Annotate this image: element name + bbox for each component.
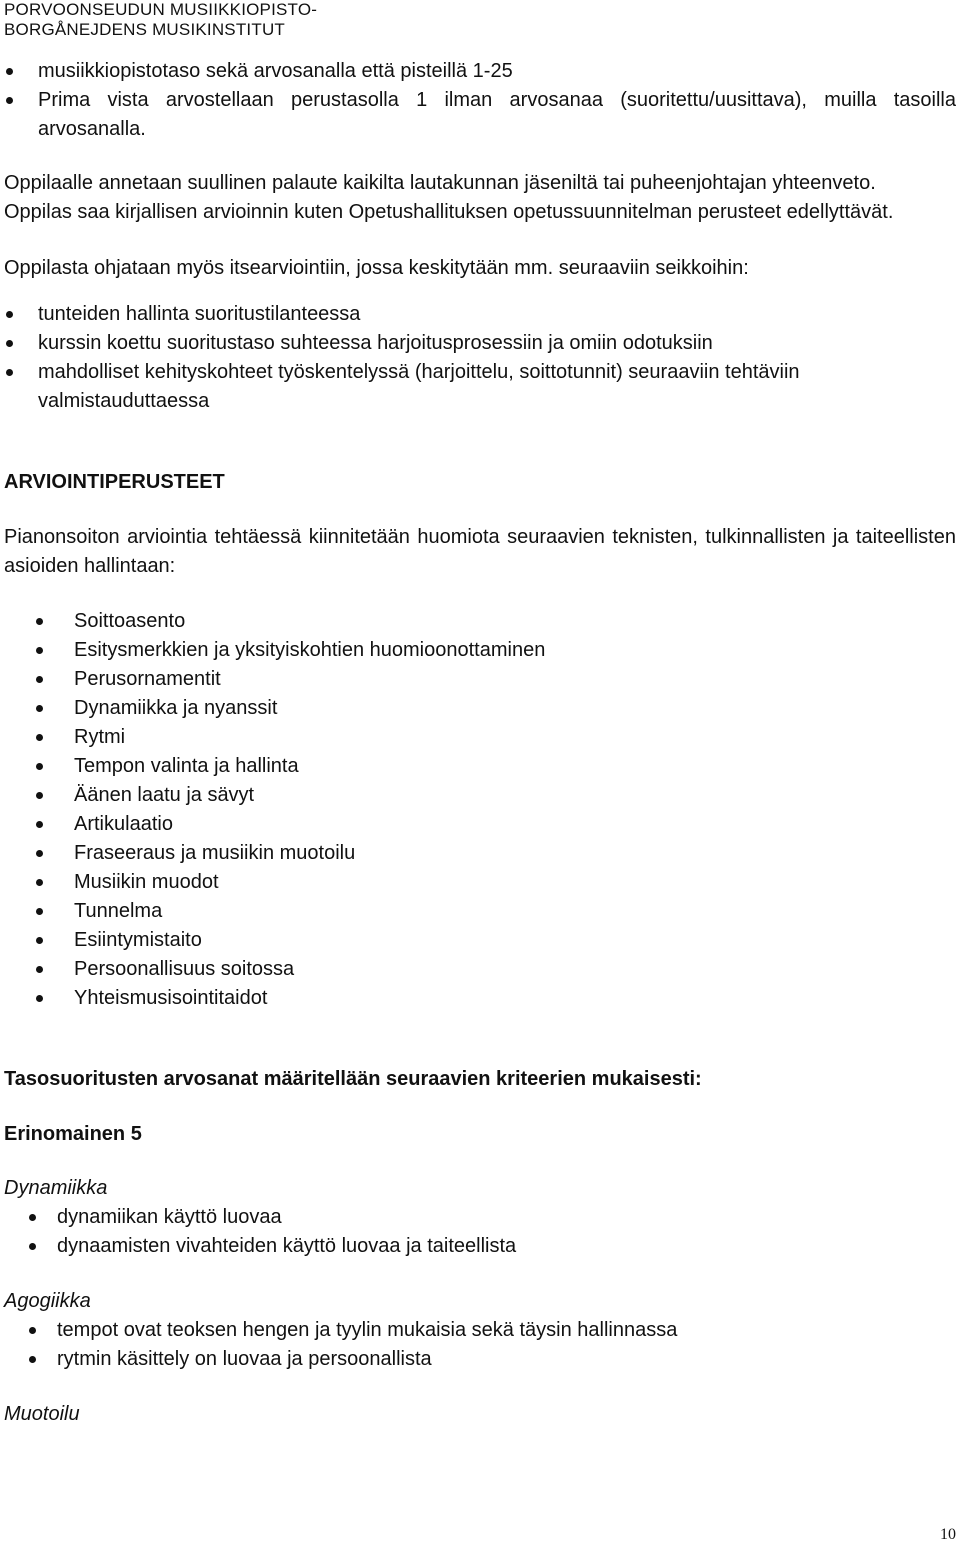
list-item: Artikulaatio bbox=[4, 810, 956, 839]
list-item: Prima vista arvostellaan perustasolla 1 ilman arvosanaa (suoritettu/uusittava), muilla tasoilla arvosanalla. bbox=[4, 86, 956, 144]
section-title-muotoilu: Muotoilu bbox=[4, 1403, 80, 1425]
intro-bullet-list bbox=[4, 57, 956, 144]
list-item: mahdolliset kehityskohteet työskentelyssä (harjoittelu, soittotunnit) seuraaviin tehtäviin valmistauduttaessa bbox=[4, 358, 956, 416]
list-item: Esitysmerkkien ja yksityiskohtien huomioonottaminen bbox=[4, 636, 956, 665]
page-number: 10 bbox=[940, 1526, 956, 1543]
list-item: Soittoasento bbox=[4, 607, 956, 636]
list-item: Musiikin muodot bbox=[4, 868, 956, 897]
grades-heading: Tasosuoritusten arvosanat määritellään seuraavien kriteerien mukaisesti: bbox=[4, 1068, 702, 1090]
list-item: Tempon valinta ja hallinta bbox=[4, 752, 956, 781]
self-eval-bullet-list bbox=[4, 300, 956, 416]
dynamiikka-list bbox=[4, 1203, 956, 1261]
criteria-intro: Pianonsoiton arviointia tehtäessä kiinnitetään huomiota seuraavien teknisten, tulkinnallisten ja taiteellisten asioiden hallintaan: bbox=[4, 526, 956, 577]
list-item: Tunnelma bbox=[4, 897, 956, 926]
criteria-heading: ARVIOINTIPERUSTEET bbox=[4, 471, 225, 493]
header-line-1: PORVOONSEUDUN MUSIIKKIOPISTO- bbox=[4, 0, 318, 19]
agogiikka-list bbox=[4, 1316, 956, 1374]
section-title-agogiikka: Agogiikka bbox=[4, 1290, 91, 1312]
list-item: Äänen laatu ja sävyt bbox=[4, 781, 956, 810]
list-item: Yhteismusisointitaidot bbox=[4, 984, 956, 1013]
section-title-dynamiikka: Dynamiikka bbox=[4, 1177, 108, 1199]
paragraph-self-assessment: Oppilasta ohjataan myös itsearviointiin, jossa keskitytään mm. seuraaviin seikkoihin: bbox=[4, 257, 749, 279]
list-item: dynamiikan käyttö luovaa bbox=[4, 1203, 956, 1232]
list-item: musiikkiopistotaso sekä arvosanalla että pisteillä 1-25 bbox=[4, 57, 956, 86]
paragraph-feedback: Oppilaalle annetaan suullinen palaute kaikilta lautakunnan jäseniltä tai puheenjohtajan yhteenveto. bbox=[4, 172, 876, 194]
list-item: rytmin käsittely on luovaa ja persoonallista bbox=[4, 1345, 956, 1374]
header-line-2: BORGÅNEJDENS MUSIKINSTITUT bbox=[4, 20, 286, 39]
list-item: tempot ovat teoksen hengen ja tyylin mukaisia sekä täysin hallinnassa bbox=[4, 1316, 956, 1345]
list-item: Fraseeraus ja musiikin muotoilu bbox=[4, 839, 956, 868]
list-item: tunteiden hallinta suoritustilanteessa bbox=[4, 300, 956, 329]
list-item: dynaamisten vivahteiden käyttö luovaa ja taiteellista bbox=[4, 1232, 956, 1261]
list-item: Rytmi bbox=[4, 723, 956, 752]
list-item: Persoonallisuus soitossa bbox=[4, 955, 956, 984]
list-item: kurssin koettu suoritustaso suhteessa harjoitusprosessiin ja omiin odotuksiin bbox=[4, 329, 956, 358]
list-item: Dynamiikka ja nyanssit bbox=[4, 694, 956, 723]
paragraph-written-assessment: Oppilas saa kirjallisen arvioinnin kuten Opetushallituksen opetussuunnitelman perusteet edellyttävät. bbox=[4, 201, 894, 223]
document-header bbox=[4, 0, 956, 40]
criteria-list bbox=[4, 607, 956, 1013]
document-page bbox=[4, 0, 956, 1429]
list-item: Perusornamentit bbox=[4, 665, 956, 694]
grade-title: Erinomainen 5 bbox=[4, 1123, 142, 1145]
list-item: Esiintymistaito bbox=[4, 926, 956, 955]
